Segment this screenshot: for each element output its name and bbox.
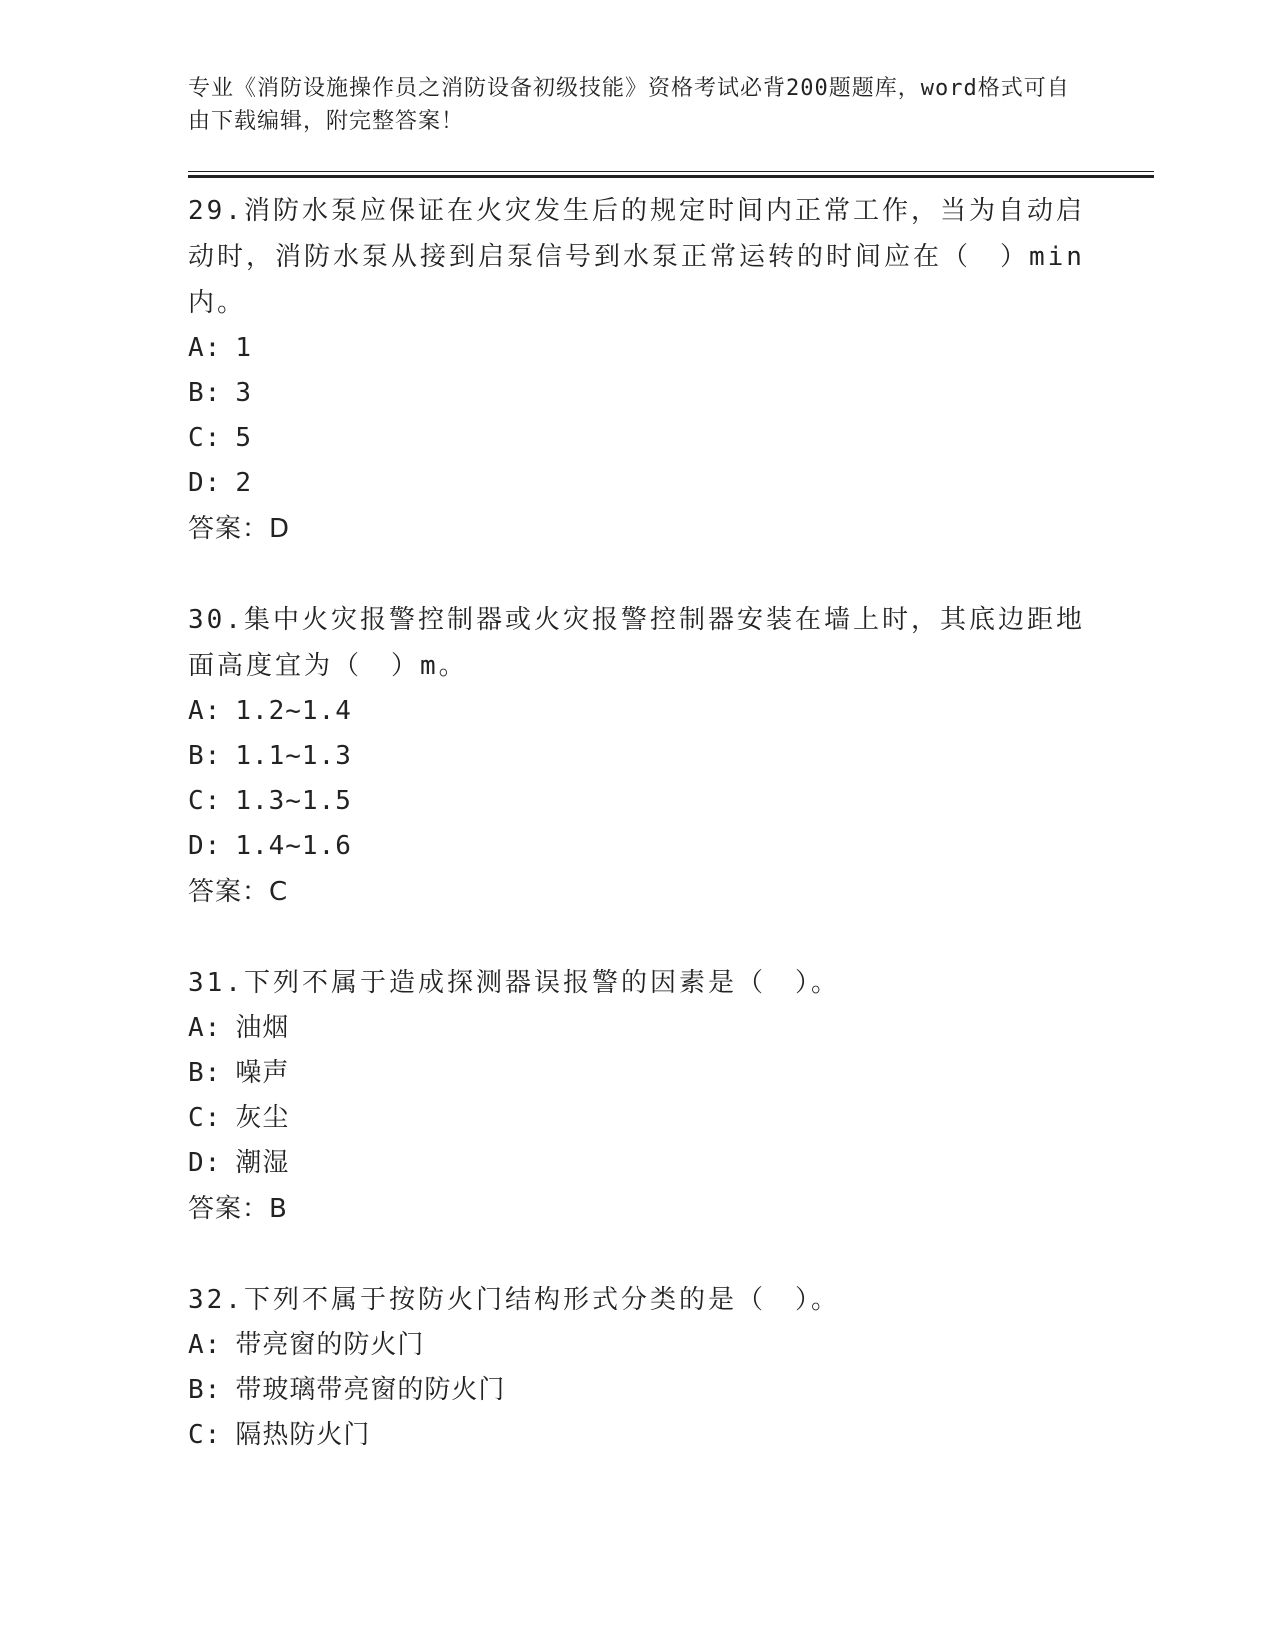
option-b [188, 1368, 1088, 1413]
option-a [188, 1323, 1088, 1368]
option-b [188, 734, 1088, 779]
option-label: C: [188, 1103, 222, 1133]
option-value: 5 [235, 423, 252, 453]
question-31 [188, 960, 1088, 1232]
option-b [188, 1051, 1088, 1096]
question-text: 32.下列不属于按防火门结构形式分类的是（ ）。 [188, 1285, 840, 1315]
option-label: B: [188, 1375, 222, 1405]
question-text: 31.下列不属于造成探测器误报警的因素是（ ）。 [188, 968, 840, 998]
option-label: D: [188, 831, 222, 861]
option-label: A: [188, 1013, 222, 1043]
answer-line: 答案：C [188, 877, 289, 907]
answer-line: 答案：D [188, 514, 291, 544]
option-d [188, 1141, 1088, 1186]
document-header [188, 72, 1078, 138]
option-value: 隔热防火门 [235, 1420, 371, 1450]
header-text: 专业《消防设施操作员之消防设备初级技能》资格考试必背200题题库，word格式可自由下载编辑，附完整答案！ [188, 76, 1070, 134]
answer-line: 答案：B [188, 1194, 288, 1224]
header-divider-thin [188, 171, 1154, 172]
option-label: A: [188, 333, 222, 363]
option-value: 1 [235, 333, 252, 363]
option-label: C: [188, 1420, 222, 1450]
option-b [188, 371, 1088, 416]
option-d [188, 461, 1088, 506]
option-value: 1.1~1.3 [235, 741, 352, 771]
option-value: 1.4~1.6 [235, 831, 352, 861]
option-label: B: [188, 1058, 222, 1088]
option-value: 噪声 [235, 1058, 290, 1088]
header-divider-thick [188, 175, 1154, 178]
option-label: D: [188, 468, 222, 498]
option-value: 带玻璃带亮窗的防火门 [235, 1375, 506, 1405]
question-text: 29.消防水泵应保证在火灾发生后的规定时间内正常工作，当为自动启动时，消防水泵从接到启泵信号到水泵正常运转的时间应在（ ）min内。 [188, 196, 1085, 318]
option-c [188, 1096, 1088, 1141]
option-value: 带亮窗的防火门 [235, 1330, 425, 1360]
option-c [188, 779, 1088, 824]
option-label: C: [188, 786, 222, 816]
question-29 [188, 188, 1088, 552]
option-a [188, 1006, 1088, 1051]
option-label: D: [188, 1148, 222, 1178]
option-a [188, 689, 1088, 734]
option-c [188, 1413, 1088, 1458]
question-text: 30.集中火灾报警控制器或火灾报警控制器安装在墙上时，其底边距地面高度宜为（ ）m。 [188, 605, 1085, 681]
question-30 [188, 597, 1088, 915]
option-c [188, 416, 1088, 461]
option-value: 2 [235, 468, 252, 498]
option-value: 灰尘 [235, 1103, 290, 1133]
option-label: A: [188, 696, 222, 726]
option-label: A: [188, 1330, 222, 1360]
option-value: 油烟 [235, 1013, 290, 1043]
option-label: C: [188, 423, 222, 453]
option-value: 1.3~1.5 [235, 786, 352, 816]
option-d [188, 824, 1088, 869]
option-value: 1.2~1.4 [235, 696, 352, 726]
question-list [188, 188, 1088, 1503]
option-label: B: [188, 378, 222, 408]
option-value: 3 [235, 378, 252, 408]
question-32 [188, 1277, 1088, 1458]
option-a [188, 326, 1088, 371]
option-value: 潮湿 [235, 1148, 290, 1178]
option-label: B: [188, 741, 222, 771]
